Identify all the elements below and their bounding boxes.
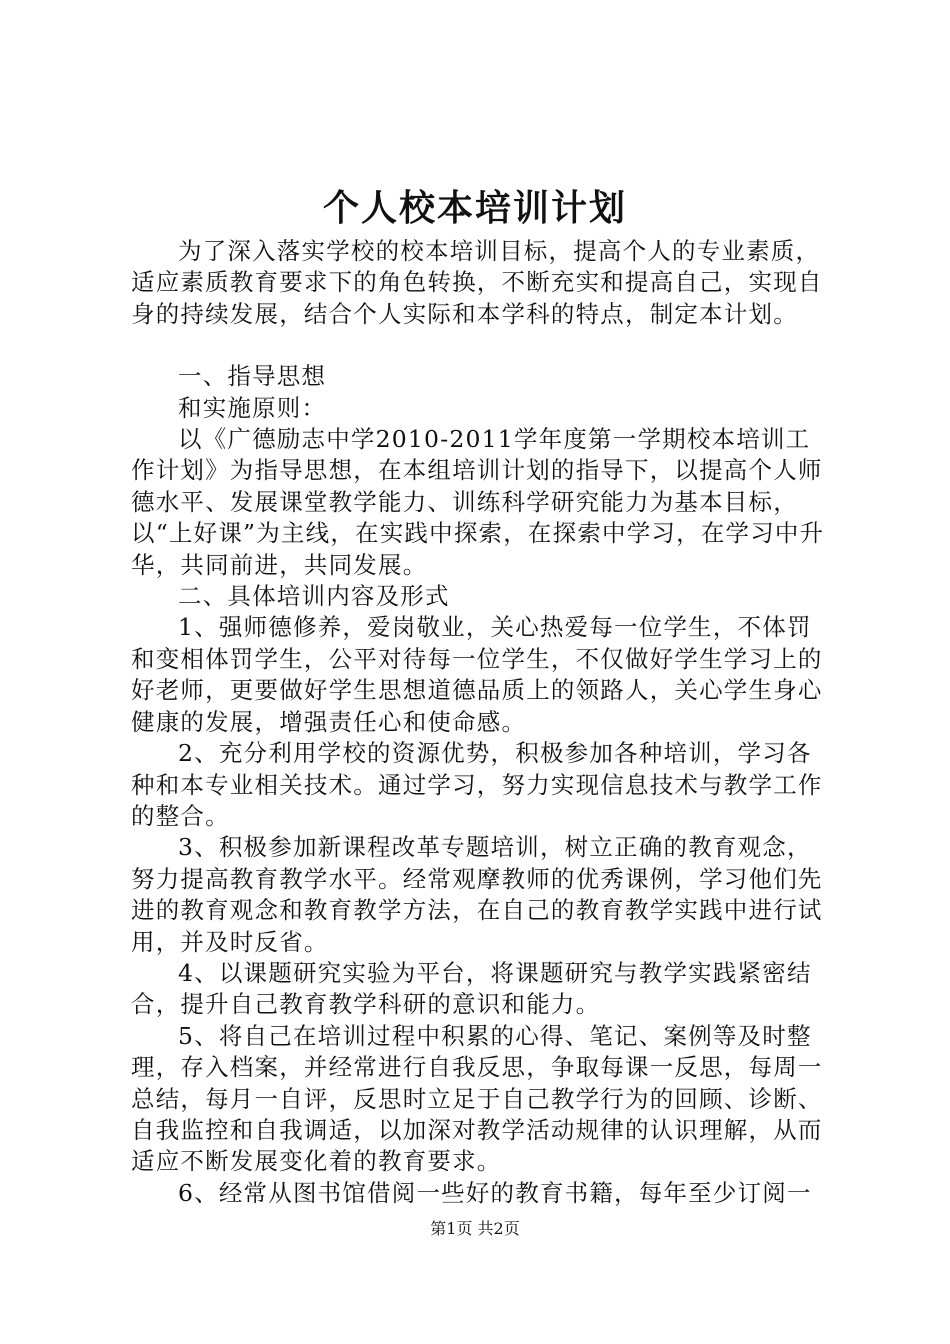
content-item-2: 2、充分利用学校的资源优势，积极参加各种培训，学习各种和本专业相关技术。通过学习，努力实现信息技术与教学工作的整合。 xyxy=(131,739,823,830)
page-footer: 第1页 共2页 xyxy=(430,1219,520,1238)
content-item-4: 4、以课题研究实验为平台，将课题研究与教学实践紧密结合，提升自己教育教学科研的意识和能力。 xyxy=(131,958,812,1019)
guiding-thought-paragraph: 以《广德励志中学2010-2011学年度第一学期校本培训工作计划》为指导思想，在本组培训计划的指导下，以提高个人师德水平、发展课堂教学能力、训练科学研究能力为基本目标，以“上好课”为主线，在实践中探索，在探索中学习，在学习中升华，共同前进，共同发展。 xyxy=(131,425,825,579)
section-heading-training-content: 二、具体培训内容及形式 xyxy=(178,582,450,611)
section-heading-principles: 和实施原则： xyxy=(178,393,327,422)
content-item-3: 3、积极参加新课程改革专题培训，树立正确的教育观念，努力提高教育教学水平。经常观摩教师的优秀课例，学习他们先进的教育观念和教育教学方法，在自己的教育教学实践中进行试用，并及时反省。 xyxy=(131,833,823,956)
intro-paragraph: 为了深入落实学校的校本培训目标，提高个人的专业素质，适应素质教育要求下的角色转换，不断充实和提高自己，实现自身的持续发展，结合个人实际和本学科的特点，制定本计划。 xyxy=(131,237,823,328)
section-heading-guiding-thought: 一、指导思想 xyxy=(178,362,327,391)
document-title: 个人校本培训计划 xyxy=(322,187,627,229)
content-item-5: 5、将自己在培训过程中积累的心得、笔记、案例等及时整理，存入档案，并经常进行自我反思，争取每课一反思，每周一总结，每月一自评，反思时立足于自己教学行为的回顾、诊断、自我监控和自我调适，以加深对教学活动规律的认识理解，从而适应不断发展变化着的教育要求。 xyxy=(131,1021,823,1176)
content-item-1: 1、强师德修养，爱岗敬业，关心热爱每一位学生，不体罚和变相体罚学生，公平对待每一位学生，不仅做好学生学习上的好老师，更要做好学生思想道德品质上的领路人，关心学生身心健康的发展，增强责任心和使命感。 xyxy=(131,613,823,736)
content-item-6: 6、经常从图书馆借阅一些好的教育书籍，每年至少订阅一 xyxy=(178,1178,812,1207)
document-body xyxy=(131,236,835,1209)
